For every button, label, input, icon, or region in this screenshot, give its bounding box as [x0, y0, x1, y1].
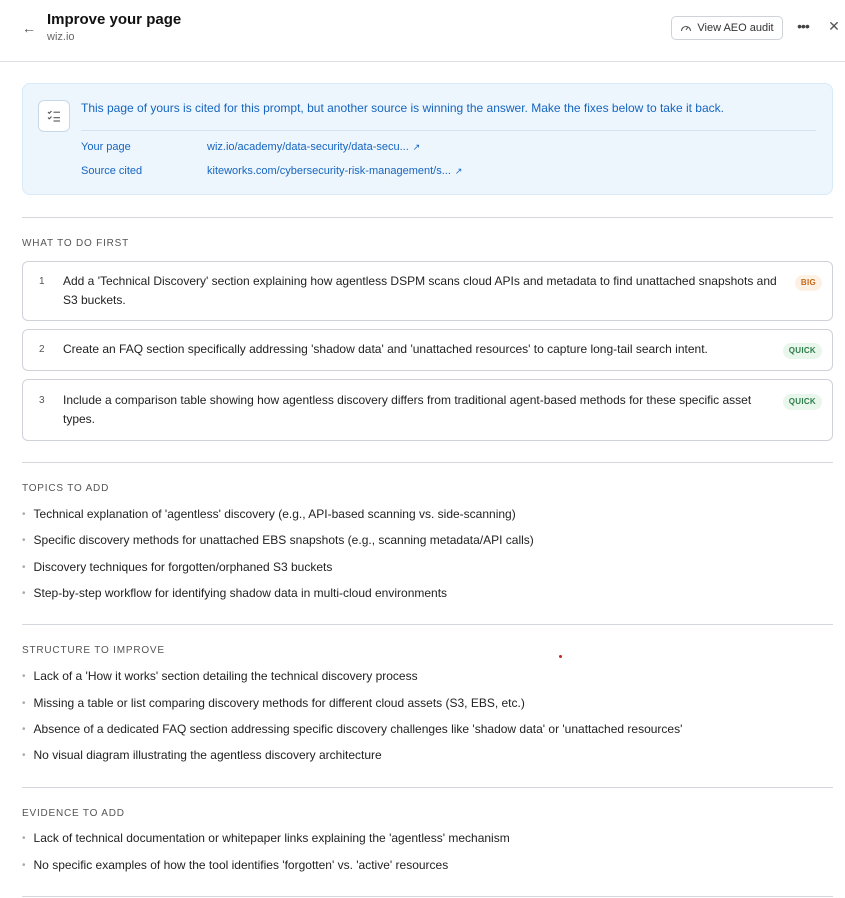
page-title: Improve your page — [47, 11, 182, 28]
view-aeo-audit-label: View AEO audit — [697, 22, 774, 34]
list-item: • Missing a table or list comparing discovery methods for different cloud assets (S3, EBS, etc.) — [22, 696, 525, 710]
section-label-topics: TOPICS TO ADD — [22, 483, 110, 494]
citation-banner — [22, 83, 833, 195]
cursor-dot — [559, 655, 562, 658]
section-divider — [22, 896, 833, 897]
section-divider — [22, 787, 833, 788]
list-item: • No specific examples of how the tool identifies 'forgotten' vs. 'active' resources — [22, 858, 448, 872]
section-label-evidence: EVIDENCE TO ADD — [22, 808, 125, 819]
panel-header — [0, 0, 845, 62]
list-item: • Lack of technical documentation or whitepaper links explaining the 'agentless' mechanism — [22, 831, 510, 845]
action-card-3[interactable] — [22, 379, 833, 441]
gauge-icon — [680, 22, 692, 34]
action-text: Create an FAQ section specifically addressing 'shadow data' and 'unattached resources' to capture long-tail search intent. — [63, 342, 708, 356]
section-divider — [22, 462, 833, 463]
your-page-url: wiz.io/academy/data-security/data-secu... — [207, 141, 409, 153]
list-item: • Technical explanation of 'agentless' discovery (e.g., API-based scanning vs. side-scanning) — [22, 507, 516, 521]
action-number: 1 — [39, 276, 45, 287]
banner-divider — [81, 130, 816, 131]
external-link-icon: ↗ — [454, 166, 463, 176]
list-item: • Absence of a dedicated FAQ section addressing specific discovery challenges like 'shadow data' or 'unattached resources' — [22, 722, 682, 736]
external-link-icon: ↗ — [412, 142, 421, 152]
action-text: Add a 'Technical Discovery' section explaining how agentless DSPM scans cloud APIs and metadata to find unattached snapshots and S3 buckets. — [63, 274, 777, 307]
action-card-1[interactable] — [22, 261, 833, 321]
view-aeo-audit-button[interactable] — [671, 16, 783, 40]
section-label-structure: STRUCTURE TO IMPROVE — [22, 645, 165, 656]
effort-badge: QUICK — [783, 394, 822, 410]
source-cited-label: Source cited — [81, 165, 143, 177]
section-divider — [22, 624, 833, 625]
section-label-first: WHAT TO DO FIRST — [22, 238, 130, 249]
list-item: • No visual diagram illustrating the agentless discovery architecture — [22, 748, 382, 762]
your-page-link[interactable] — [207, 141, 420, 153]
arrow-left-icon[interactable]: ← — [22, 20, 36, 36]
effort-badge: BIG — [795, 275, 822, 291]
source-cited-link[interactable] — [207, 165, 462, 177]
effort-badge: QUICK — [783, 343, 822, 359]
list-item: • Step-by-step workflow for identifying shadow data in multi-cloud environments — [22, 586, 447, 600]
checklist-icon — [38, 100, 70, 132]
section-divider — [22, 217, 833, 218]
list-item: • Lack of a 'How it works' section detailing the technical discovery process — [22, 669, 418, 683]
action-card-2[interactable] — [22, 329, 833, 371]
banner-message: This page of yours is cited for this prompt, but another source is winning the answer. Make the fixes below to take it back. — [81, 101, 724, 115]
action-number: 2 — [39, 344, 45, 355]
action-number: 3 — [39, 395, 45, 406]
close-icon[interactable]: ✕ — [828, 18, 840, 34]
page-domain: wiz.io — [47, 31, 75, 43]
ellipsis-icon[interactable]: ••• — [797, 18, 809, 34]
list-item: • Specific discovery methods for unattached EBS snapshots (e.g., scanning metadata/API calls) — [22, 533, 534, 547]
action-text: Include a comparison table showing how agentless discovery differs from traditional agent-based methods for these specific asset types. — [63, 393, 752, 426]
list-item: • Discovery techniques for forgotten/orphaned S3 buckets — [22, 560, 332, 574]
source-cited-url: kiteworks.com/cybersecurity-risk-management/s... — [207, 165, 451, 177]
your-page-label: Your page — [81, 141, 131, 153]
